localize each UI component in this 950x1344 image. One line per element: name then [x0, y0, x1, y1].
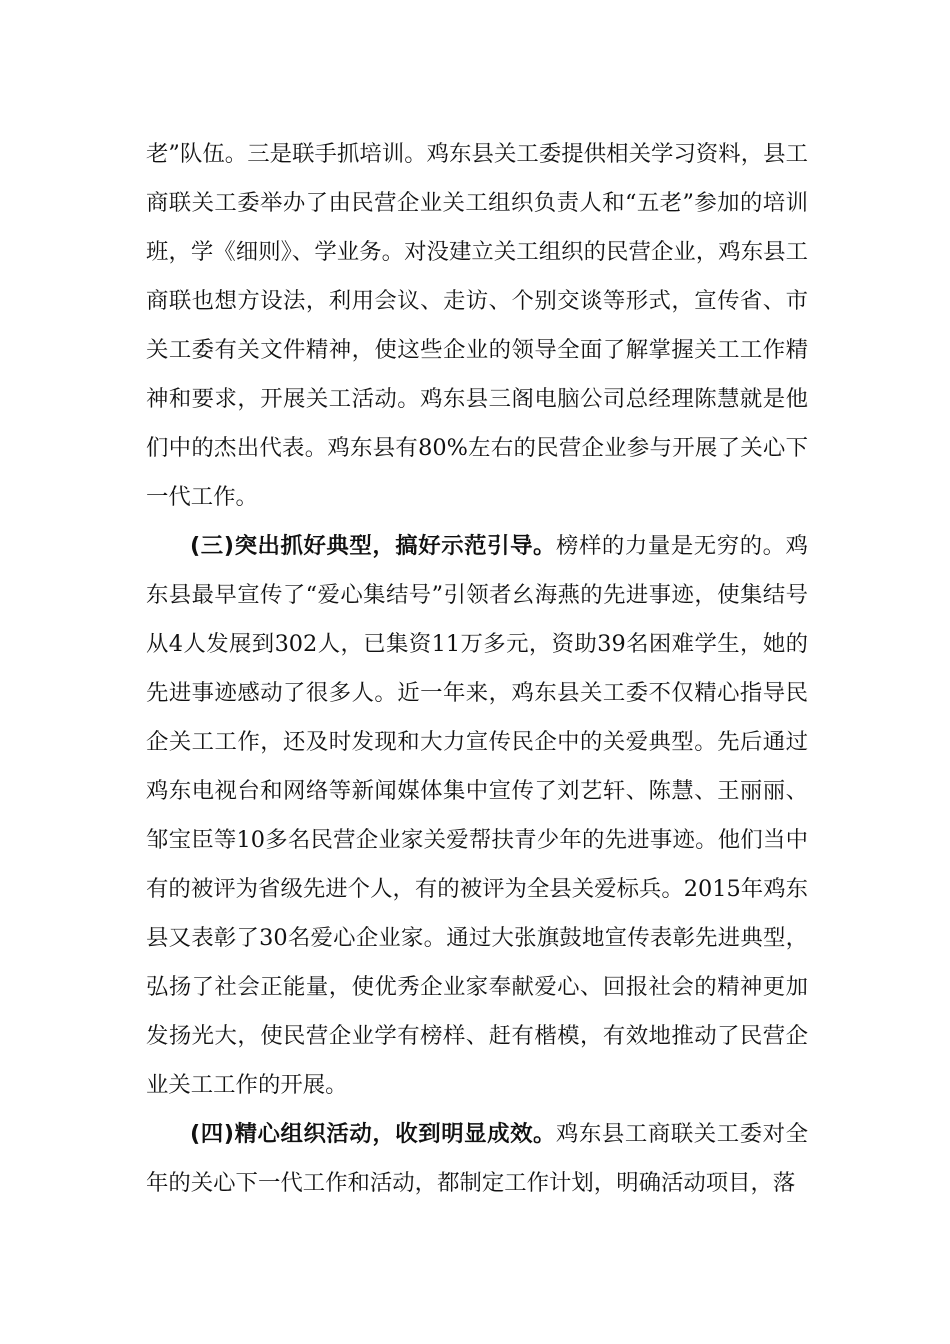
paragraph-section-4 [146, 1110, 808, 1208]
paragraph-text: 老”队伍。三是联手抓培训。鸡东县关工委提供相关学习资料，县工商联关工委举办了由民营企业关工组织负责人和“五老”参加的培训班，学《细则》、学业务。对没建立关工组织的民营企业，鸡东县工商联也想方设法，利用会议、走访、个别交谈等形式，宣传省、市关工委有关文件精神，使这些企业的领导全面了解掌握关工工作精神和要求，开展关工活动。鸡东县三阁电脑公司总经理陈慧就是他们中的杰出代表。鸡东县有80%左右的民营企业参与开展了关心下一代工作。 [146, 141, 808, 510]
section-heading-4: (四)精心组织活动，收到明显成效。 [190, 1121, 557, 1147]
document-body [146, 130, 808, 1208]
paragraph-section-3 [146, 522, 808, 1110]
section-heading-3: (三)突出抓好典型，搞好示范引导。 [190, 533, 557, 559]
paragraph-text: 鸡东县工商联关工委对全年的关心下一代工作和活动，都制定工作计划，明确活动项目，落 [146, 1121, 809, 1196]
paragraph-text: 榜样的力量是无穷的。鸡东县最早宣传了“爱心集结号”引领者幺海燕的先进事迹，使集结号从4人发展到302人，已集资11万多元，资助39名困难学生，她的先进事迹感动了很多人。近一年来，鸡东县关工委不仅精心指导民企关工工作，还及时发现和大力宣传民企中的关爱典型。先后通过鸡东电视台和网络等新闻媒体集中宣传了刘艺轩、陈慧、王丽丽、邹宝臣等10多名民营企业家关爱帮扶青少年的先进事迹。他们当中有的被评为省级先进个人，有的被评为全县关爱标兵。2015年鸡东县又表彰了30名爱心企业家。通过大张旗鼓地宣传表彰先进典型，弘扬了社会正能量，使优秀企业家奉献爱心、回报社会的精神更加发扬光大，使民营企业学有榜样、赶有楷模，有效地推动了民营企业关工工作的开展。 [146, 533, 809, 1098]
paragraph-continuation [146, 130, 808, 522]
